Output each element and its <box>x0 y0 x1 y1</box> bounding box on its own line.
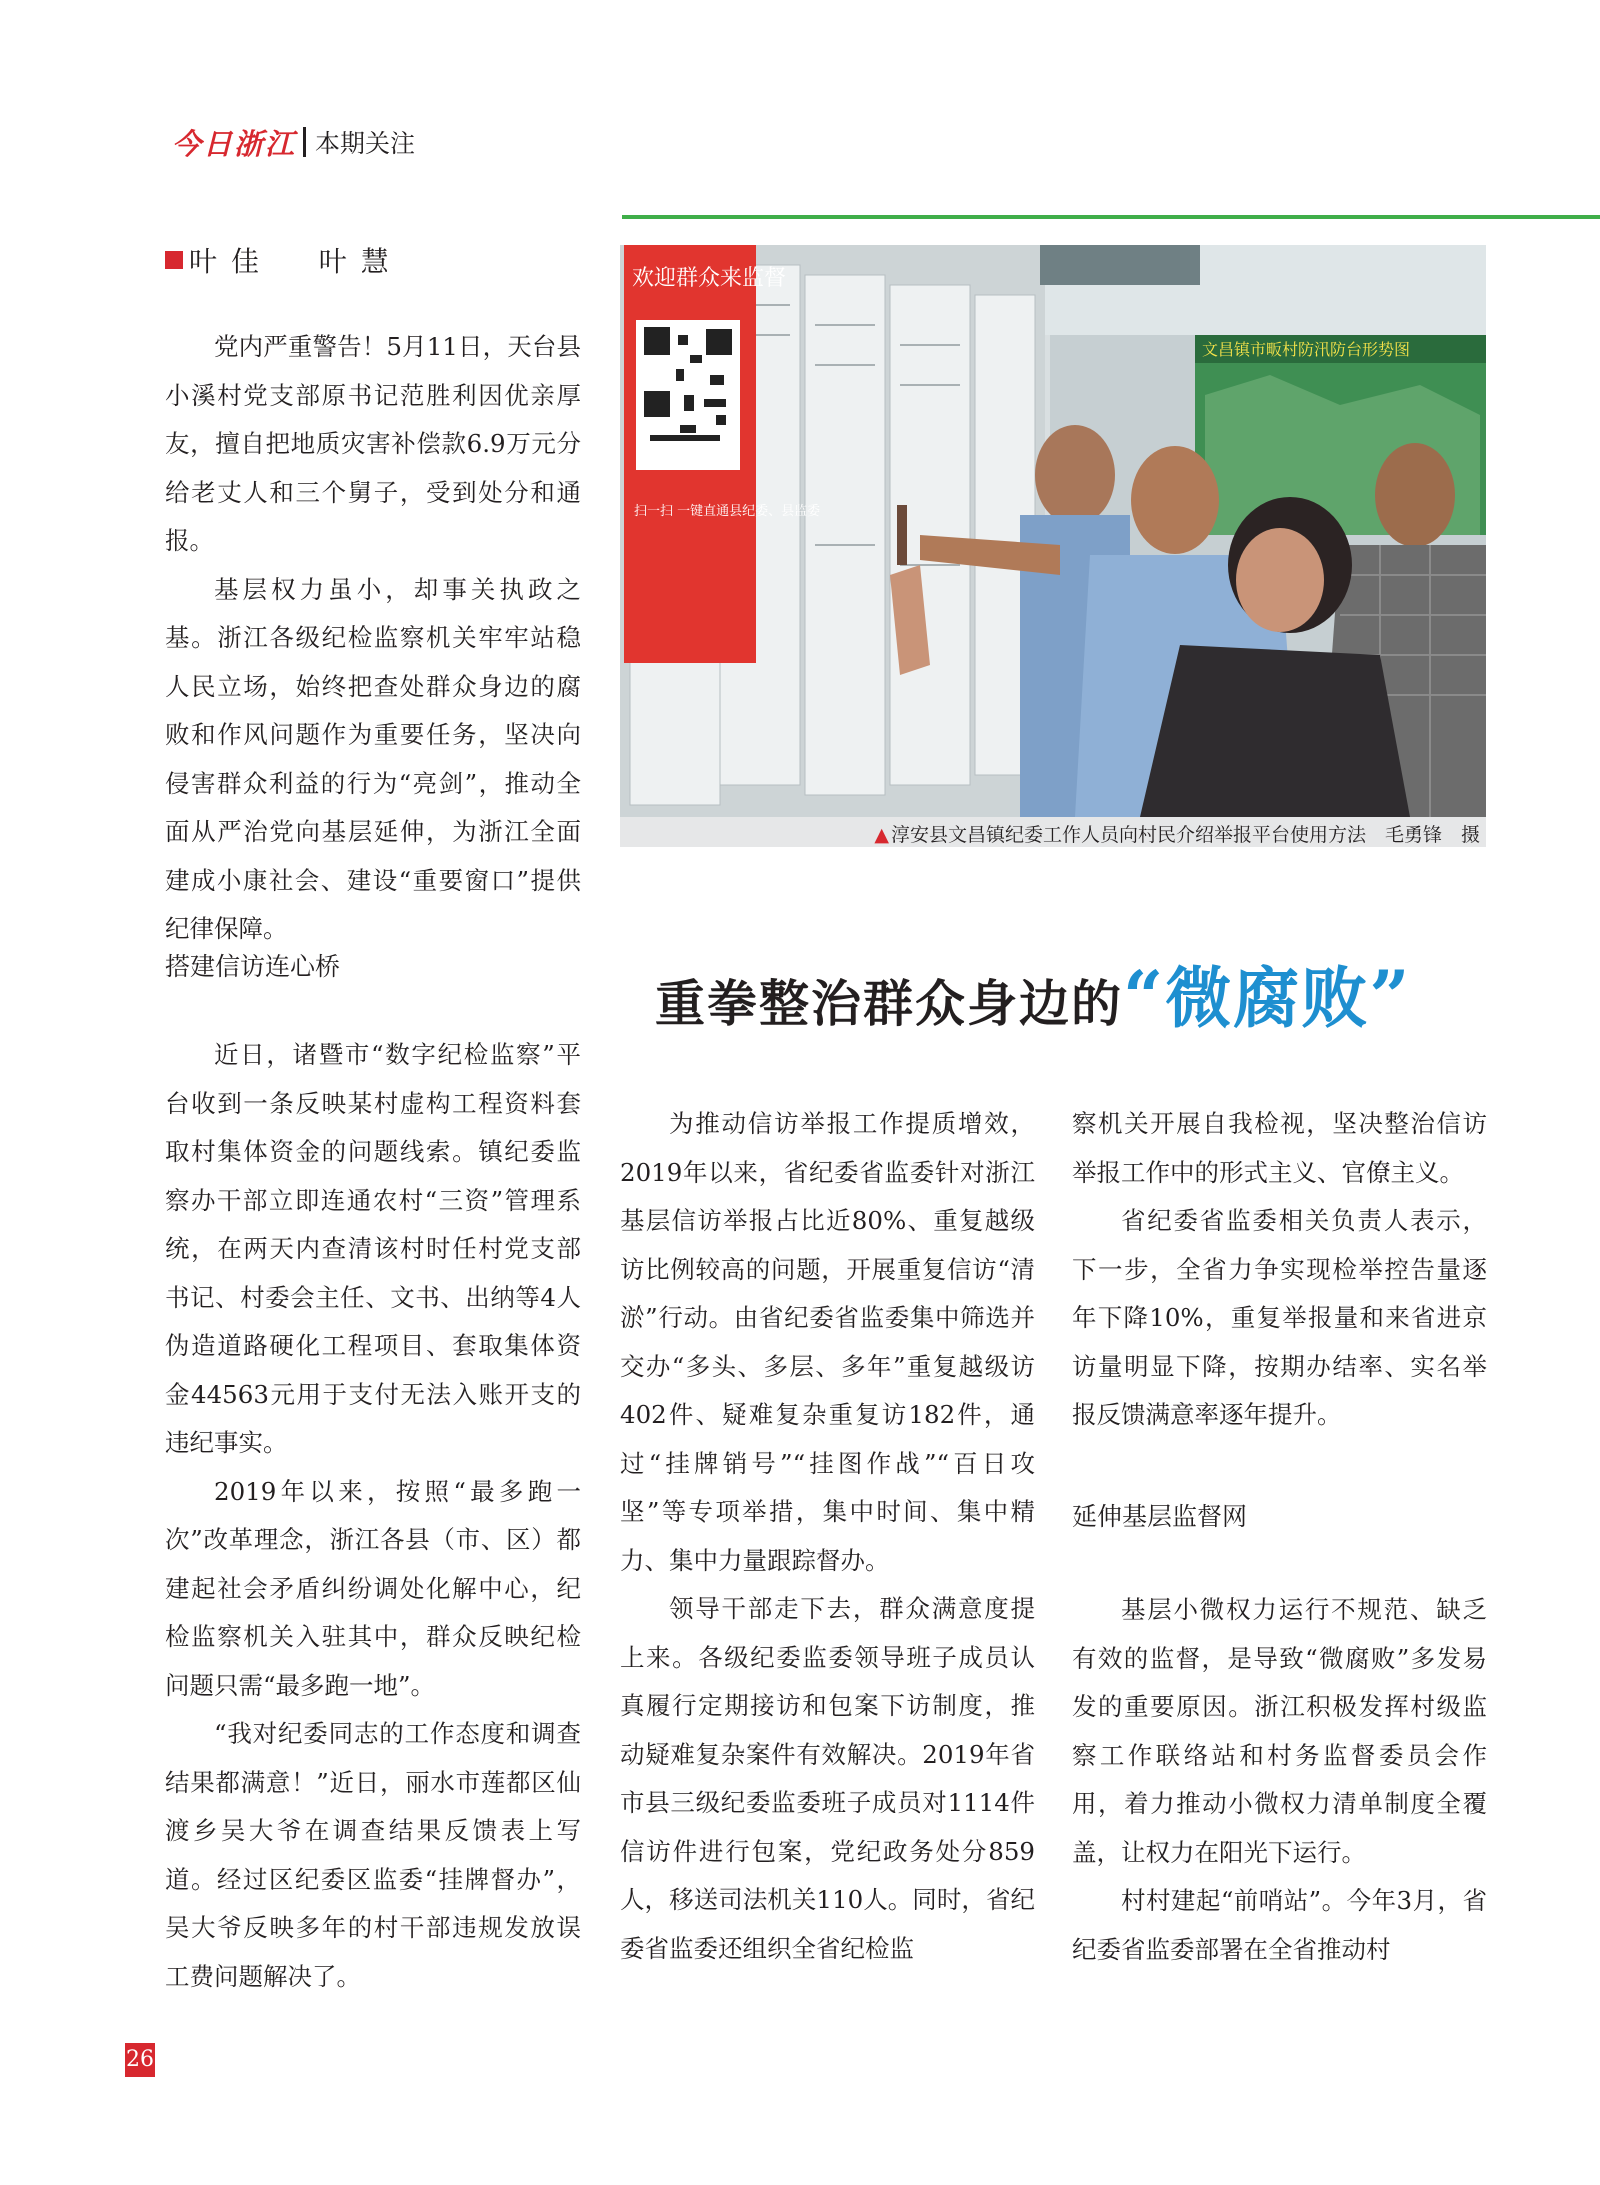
subhead-jiandu: 延伸基层监督网 <box>1072 1502 1248 1531</box>
title-quote-open: “ <box>1123 955 1166 1038</box>
paragraph: 基层权力虽小，却事关执政之基。浙江各级纪检监察机关牢牢站稳人民立场，始终把查处群众身边的腐败和作风问题作为重要任务，坚决向侵害群众利益的行为“亮剑”，推动全面从严治党向基层延伸，为浙江全面建成小康社会、建设“重要窗口”提供纪律保障。 <box>165 574 581 943</box>
paragraph: 党内严重警告！5月11日，天台县小溪村党支部原书记范胜利因优亲厚友，擅自把地质灾害补偿款6.9万元分给老丈人和三个舅子，受到处分和通报。 <box>165 332 581 555</box>
paragraph: 为推动信访举报工作提质增效，2019年以来，省纪委省监委针对浙江基层信访举报占比近80%、重复越级访比例较高的问题，开展重复信访“清淤”行动。由省纪委省监委集中筛选并交办“多头、多层、多年”重复越级访402件、疑难复杂重复访182件，通过“挂牌销号”“挂图作战”“百日攻坚”等专项举措，集中时间、集中精力、集中力量跟踪督办。 <box>620 1109 1035 1575</box>
paragraph: 2019年以来，按照“最多跑一次”改革理念，浙江各县（市、区）都建起社会矛盾纠纷调处化解中心，纪检监察机关入驻其中，群众反映纪检问题只需“最多跑一地”。 <box>165 1476 581 1700</box>
caption-triangle-icon: ▲ <box>874 824 889 846</box>
sign-board-title: 文昌镇市畈村防汛防台形势图 <box>1202 340 1411 359</box>
column-3-top <box>1072 1100 1487 1440</box>
byline <box>165 240 403 280</box>
article-photo <box>620 245 1486 817</box>
green-rule <box>622 215 1600 219</box>
title-prefix: 重拳整治群众身边的 <box>655 974 1123 1033</box>
paragraph: 省纪委省监委相关负责人表示，下一步，全省力争实现检举控告量逐年下降10%，重复举报量和来省进京访量明显下降，按期办结率、实名举报反馈满意率逐年提升。 <box>1072 1206 1487 1429</box>
photo-caption-bar <box>620 817 1486 847</box>
subhead-xinfang: 搭建信访连心桥 <box>165 952 341 981</box>
intro-column <box>165 323 581 954</box>
title-highlight: 微腐败 <box>1165 960 1370 1037</box>
column-2 <box>620 1100 1035 1973</box>
photo-caption <box>874 820 1480 847</box>
byline-authors: 叶佳 叶慧 <box>189 245 403 278</box>
photo-illustration <box>620 245 1486 817</box>
paragraph: 基层小微权力运行不规范、缺乏有效的监督，是导致“微腐败”多发易发的重要原因。浙江积极发挥村级监察工作联络站和村务监督委员会作用，着力推动小微权力清单制度全覆盖，让权力在阳光下运行。 <box>1072 1595 1487 1867</box>
paragraph: “我对纪委同志的工作态度和调查结果都满意！”近日，丽水市莲都区仙渡乡吴大爷在调查结果反馈表上写道。经过区纪委区监委“挂牌督办”，吴大爷反映多年的村干部违规发放误工费问题解决了。 <box>165 1719 581 1991</box>
poster-qr-caption: 扫一扫 一键直通县纪委、县监委 <box>634 504 821 519</box>
masthead <box>172 122 415 162</box>
column-1 <box>165 1031 581 2001</box>
magazine-logo: 今日浙江 <box>172 126 297 161</box>
caption-text: 淳安县文昌镇纪委工作人员向村民介绍举报平台使用方法 毛勇锋 摄 <box>890 824 1480 846</box>
byline-marker-icon <box>165 251 183 269</box>
page-number: 26 <box>125 2043 155 2077</box>
title-quote-close: ” <box>1369 955 1412 1038</box>
column-3-bottom <box>1072 1586 1487 1974</box>
section-name: 本期关注 <box>315 129 416 158</box>
paragraph: 领导干部走下去，群众满意度提上来。各级纪委监委领导班子成员认真履行定期接访和包案下访制度，推动疑难复杂案件有效解决。2019年省市县三级纪委监委班子成员对1114件信访件进行包案，党纪政务处分859人，移送司法机关110人。同时，省纪委省监委还组织全省纪检监 <box>620 1594 1035 1963</box>
poster-banner: 欢迎群众来监督 <box>632 266 787 291</box>
paragraph: 察机关开展自我检视，坚决整治信访举报工作中的形式主义、官僚主义。 <box>1072 1109 1487 1187</box>
paragraph: 近日，诸暨市“数字纪检监察”平台收到一条反映某村虚构工程资料套取村集体资金的问题线索。镇纪委监察办干部立即连通农村“三资”管理系统，在两天内查清该村时任村党支部书记、村委会主任、文书、出纳等4人伪造道路硬化工程项目、套取集体资金44563元用于支付无法入账开支的违纪事实。 <box>165 1040 581 1457</box>
paragraph: 村村建起“前哨站”。今年3月，省纪委省监委部署在全省推动村 <box>1072 1886 1487 1964</box>
article-title <box>655 945 1412 1040</box>
header-divider <box>303 127 306 157</box>
